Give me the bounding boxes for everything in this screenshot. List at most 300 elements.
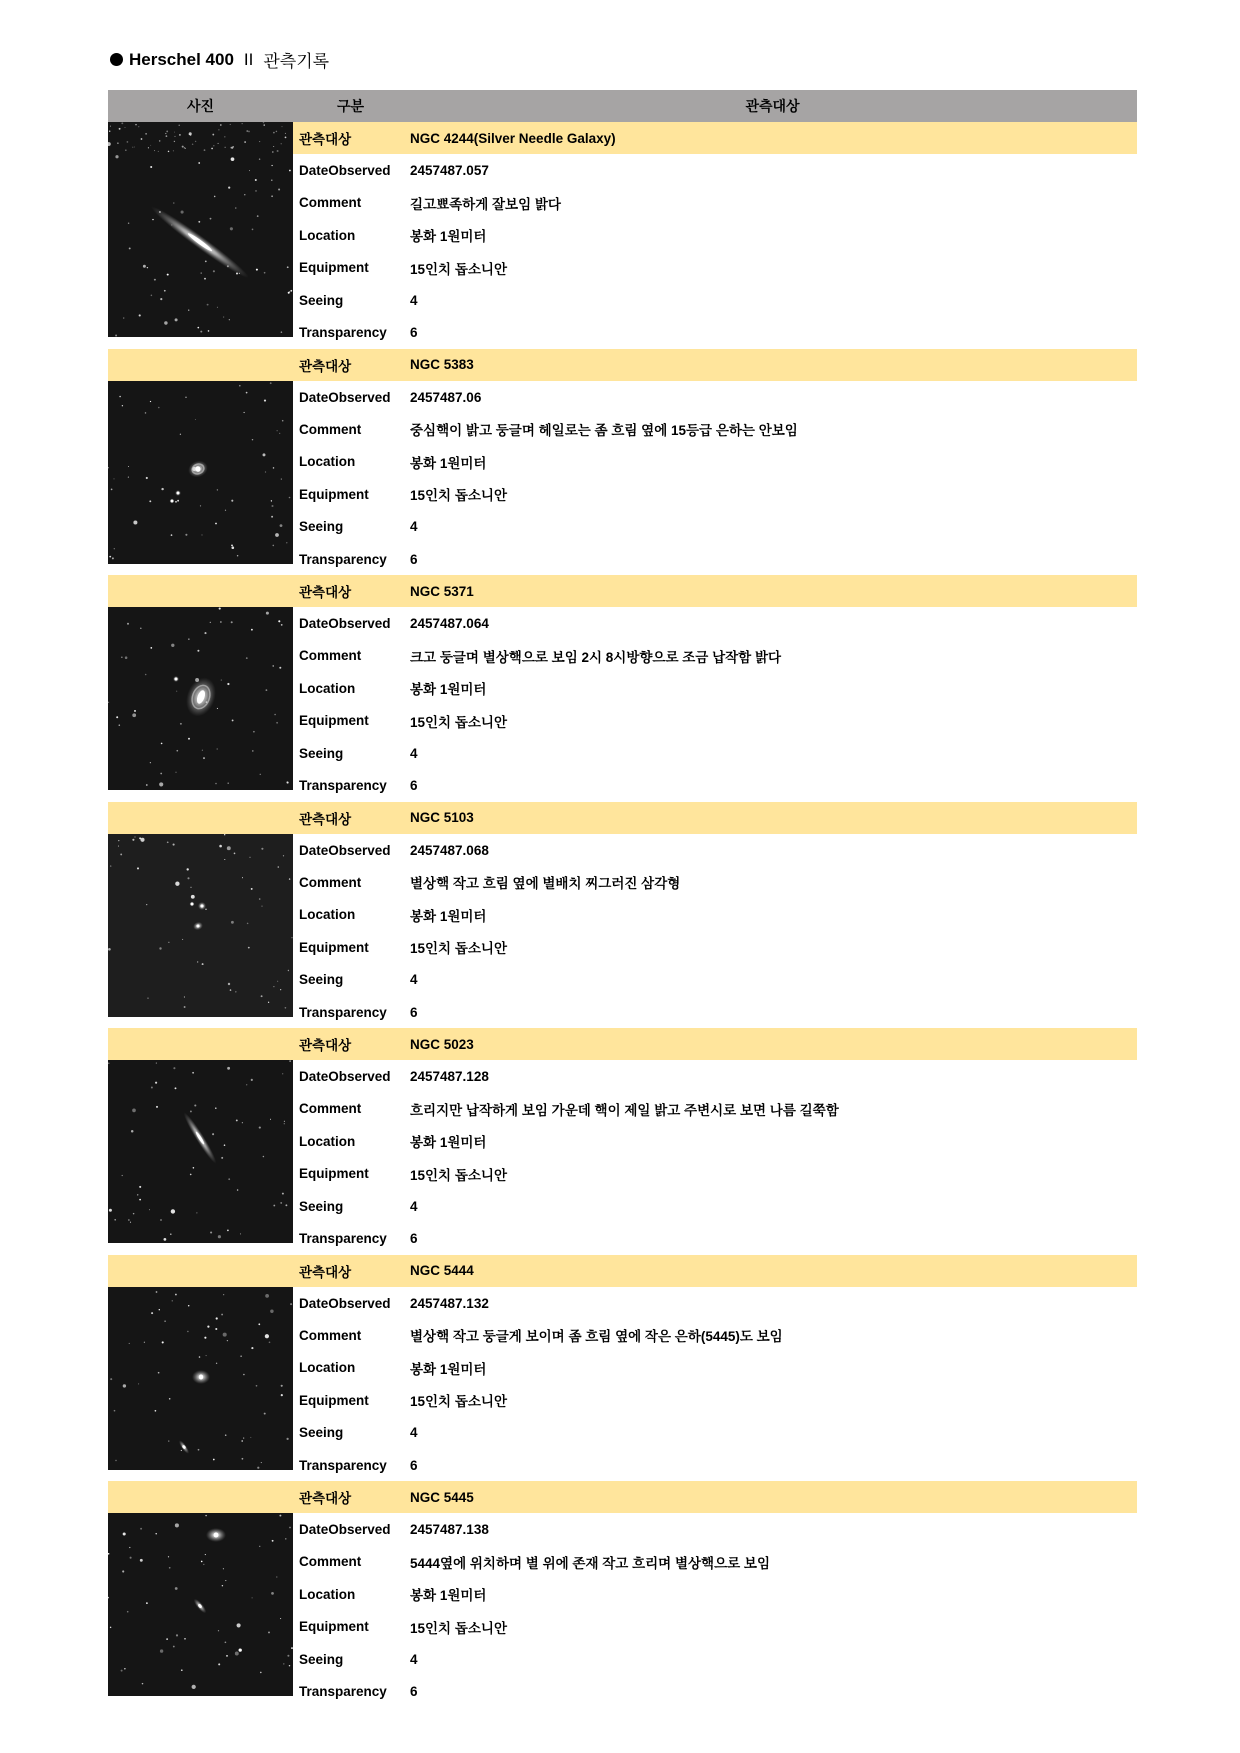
- field-value: 6: [410, 778, 418, 794]
- star-icon: [156, 1106, 158, 1108]
- star-icon: [225, 1434, 227, 1436]
- field-label: Comment: [299, 874, 362, 890]
- star-icon: [278, 866, 280, 868]
- field-label: DateObserved: [299, 1522, 391, 1538]
- star-icon: [213, 270, 215, 272]
- star-icon: [286, 1438, 288, 1440]
- star-icon: [184, 996, 185, 997]
- star-icon: [236, 1120, 238, 1122]
- star-icon: [289, 1665, 290, 1666]
- field-label: Location: [299, 454, 356, 470]
- field-label: Seeing: [299, 519, 344, 535]
- target-row: [108, 1028, 1137, 1060]
- star-icon: [164, 1238, 167, 1241]
- star-icon: [191, 895, 195, 899]
- star-icon: [139, 1199, 141, 1201]
- star-icon: [116, 717, 118, 719]
- field-label: Transparency: [299, 325, 387, 341]
- star-icon: [237, 555, 238, 556]
- star-icon: [137, 1195, 138, 1196]
- observation-record: [108, 1028, 1137, 1255]
- star-icon: [146, 785, 148, 787]
- field-value: 4: [410, 1425, 418, 1441]
- field-value: 2457487.057: [410, 163, 489, 179]
- star-icon: [220, 622, 221, 623]
- star-icon: [227, 1230, 229, 1232]
- star-icon: [240, 1234, 241, 1235]
- field-value: 4: [410, 292, 418, 308]
- star-icon: [218, 1664, 220, 1666]
- star-icon: [235, 991, 237, 993]
- star-icon: [146, 477, 148, 479]
- title-main: Herschel 400: [129, 49, 234, 69]
- star-icon: [197, 327, 199, 329]
- field-value: 봉화 1원미터: [410, 908, 487, 924]
- target-label: 관측대상: [299, 358, 352, 374]
- galaxy-icon: [190, 901, 195, 906]
- star-icon: [215, 783, 217, 785]
- star-icon: [154, 150, 155, 151]
- field-value: 6: [410, 1457, 418, 1473]
- star-icon: [124, 1669, 125, 1670]
- star-icon: [255, 179, 257, 181]
- star-icon: [160, 1650, 163, 1653]
- star-icon: [129, 247, 131, 249]
- star-icon: [290, 290, 292, 292]
- star-icon: [132, 1109, 136, 1113]
- star-icon: [259, 158, 260, 159]
- star-icon: [199, 1356, 201, 1358]
- star-icon: [224, 1145, 226, 1147]
- star-icon: [287, 266, 289, 268]
- star-icon: [249, 857, 250, 858]
- star-icon: [271, 500, 272, 501]
- star-icon: [231, 546, 234, 549]
- star-icon: [195, 419, 196, 420]
- star-icon: [150, 647, 152, 649]
- star-icon: [120, 853, 122, 855]
- star-icon: [265, 1294, 269, 1298]
- star-icon: [204, 1337, 206, 1339]
- star-icon: [164, 290, 166, 292]
- star-icon: [261, 995, 263, 997]
- field-value: 6: [410, 1004, 418, 1020]
- star-icon: [230, 227, 233, 230]
- star-icon: [164, 321, 167, 324]
- star-icon: [270, 382, 272, 384]
- star-icon: [217, 489, 218, 490]
- star-icon: [123, 318, 124, 319]
- star-icon: [155, 1533, 156, 1534]
- star-icon: [210, 218, 212, 220]
- target-row: [108, 1255, 1137, 1287]
- star-icon: [239, 385, 241, 387]
- star-icon: [219, 845, 222, 848]
- star-icon: [112, 557, 114, 559]
- star-icon: [264, 272, 266, 274]
- star-icon: [240, 1355, 241, 1356]
- star-icon: [242, 877, 243, 878]
- star-icon: [187, 1331, 188, 1332]
- bullet-icon: [110, 53, 123, 66]
- star-icon: [125, 657, 128, 660]
- star-icon: [237, 1624, 241, 1628]
- target-label: 관측대상: [299, 585, 352, 601]
- star-icon: [140, 1559, 143, 1562]
- field-label: Transparency: [299, 551, 387, 567]
- star-icon: [272, 544, 274, 546]
- field-value: 15인치 돕소니안: [410, 714, 508, 730]
- observation-record: [108, 575, 1137, 802]
- star-icon: [282, 1193, 284, 1195]
- star-icon: [111, 488, 113, 490]
- star-icon: [265, 1334, 269, 1338]
- field-label: Seeing: [299, 1198, 344, 1214]
- star-icon: [252, 439, 253, 440]
- star-icon: [131, 1130, 134, 1133]
- star-icon: [270, 1309, 273, 1312]
- target-row: [108, 802, 1137, 834]
- field-label: Equipment: [299, 1392, 369, 1408]
- field-value: 별상핵 작고 둥글게 보이며 좀 흐림 옆에 작은 은하(5445)도 보임: [410, 1329, 783, 1345]
- star-icon: [237, 1190, 239, 1192]
- table-header: [108, 90, 1137, 122]
- star-icon: [272, 666, 273, 667]
- star-icon: [260, 774, 261, 775]
- star-icon: [250, 1437, 251, 1438]
- star-icon: [121, 1670, 123, 1672]
- star-icon: [252, 229, 254, 231]
- star-icon: [232, 720, 234, 722]
- star-icon: [137, 867, 139, 869]
- star-icon: [128, 476, 129, 477]
- galaxy-photo: [108, 607, 293, 790]
- galaxy-icon: [170, 498, 175, 503]
- star-icon: [138, 1383, 139, 1384]
- star-icon: [160, 773, 162, 775]
- field-value: 4: [410, 972, 418, 988]
- star-icon: [202, 750, 203, 751]
- star-icon: [281, 1385, 283, 1387]
- star-icon: [188, 738, 190, 740]
- star-icon: [260, 1672, 262, 1674]
- star-icon: [291, 937, 292, 938]
- star-icon: [224, 834, 225, 835]
- star-icon: [288, 970, 289, 971]
- star-icon: [197, 961, 198, 962]
- star-icon: [149, 500, 151, 502]
- star-icon: [144, 1341, 145, 1342]
- star-icon: [266, 612, 269, 615]
- star-icon: [155, 1410, 157, 1412]
- field-value: 중심핵이 밝고 둥글며 헤일로는 좀 흐림 옆에 15등급 은하는 안보임: [410, 423, 798, 439]
- star-icon: [244, 412, 245, 413]
- field-label: Location: [299, 227, 356, 243]
- star-icon: [159, 947, 161, 949]
- star-icon: [279, 1515, 281, 1517]
- field-value: 봉화 1원미터: [410, 1588, 487, 1604]
- star-icon: [235, 207, 236, 208]
- star-icon: [181, 1450, 182, 1451]
- star-icon: [276, 722, 278, 724]
- star-icon: [271, 516, 273, 518]
- target-name: NGC 5023: [410, 1036, 474, 1052]
- star-icon: [223, 317, 224, 318]
- star-icon: [286, 542, 287, 543]
- star-icon: [143, 265, 146, 268]
- header-target: 관측대상: [745, 98, 800, 114]
- star-icon: [192, 1072, 194, 1074]
- star-icon: [108, 948, 111, 951]
- star-icon: [128, 466, 129, 467]
- star-icon: [115, 335, 117, 337]
- star-icon: [283, 1664, 284, 1665]
- star-icon: [242, 1123, 243, 1124]
- header-photo: 사진: [186, 98, 215, 114]
- star-icon: [164, 1320, 166, 1322]
- field-value: 2457487.068: [410, 842, 489, 858]
- field-value: 15인치 돕소니안: [410, 941, 508, 957]
- star-icon: [225, 1642, 227, 1644]
- star-icon: [139, 1186, 141, 1188]
- star-icon: [173, 1068, 175, 1070]
- target-name: NGC 4244(Silver Needle Galaxy): [410, 130, 616, 146]
- star-icon: [271, 195, 273, 197]
- star-icon: [216, 1363, 217, 1364]
- star-icon: [181, 211, 184, 214]
- star-icon: [289, 497, 291, 499]
- star-icon: [140, 838, 144, 842]
- star-icon: [201, 534, 202, 535]
- star-icon: [274, 714, 276, 716]
- star-icon: [177, 500, 179, 502]
- star-icon: [187, 877, 189, 879]
- star-icon: [208, 330, 210, 332]
- star-icon: [221, 1157, 223, 1159]
- field-value: 6: [410, 1684, 418, 1700]
- star-icon: [142, 1683, 144, 1685]
- star-icon: [134, 836, 135, 837]
- star-icon: [256, 269, 258, 271]
- star-icon: [198, 1449, 200, 1451]
- field-label: Comment: [299, 1554, 362, 1570]
- star-icon: [261, 905, 262, 906]
- star-icon: [122, 1175, 123, 1176]
- star-icon: [234, 852, 236, 854]
- star-icon: [119, 396, 121, 398]
- target-label: 관측대상: [299, 1491, 352, 1507]
- field-label: DateObserved: [299, 389, 391, 405]
- star-icon: [251, 629, 253, 631]
- star-icon: [261, 848, 263, 850]
- target-label: 관측대상: [299, 811, 352, 827]
- star-icon: [168, 1557, 169, 1558]
- star-icon: [190, 1111, 192, 1113]
- star-icon: [175, 1088, 177, 1090]
- field-label: Equipment: [299, 1619, 369, 1635]
- star-icon: [271, 505, 273, 507]
- star-icon: [158, 151, 159, 152]
- field-label: Comment: [299, 1327, 362, 1343]
- star-icon: [246, 658, 248, 660]
- star-icon: [278, 621, 280, 623]
- star-icon: [227, 846, 231, 850]
- star-icon: [281, 1394, 283, 1396]
- star-icon: [231, 544, 233, 546]
- field-label: Seeing: [299, 745, 344, 761]
- star-icon: [251, 1079, 253, 1081]
- star-icon: [162, 1341, 164, 1343]
- galaxy-photo: [108, 381, 293, 564]
- star-icon: [133, 520, 137, 524]
- star-icon: [251, 888, 253, 890]
- star-icon: [268, 1002, 269, 1003]
- field-label: Location: [299, 1360, 356, 1376]
- star-icon: [185, 534, 187, 536]
- star-icon: [154, 279, 156, 281]
- star-icon: [150, 401, 151, 402]
- star-icon: [217, 708, 218, 709]
- star-icon: [243, 1437, 244, 1438]
- star-icon: [114, 548, 115, 549]
- star-icon: [218, 1236, 221, 1239]
- star-icon: [159, 783, 163, 787]
- star-icon: [175, 1293, 177, 1295]
- star-icon: [188, 1305, 189, 1306]
- star-icon: [155, 1082, 157, 1084]
- star-icon: [214, 196, 216, 198]
- galaxy-icon: [192, 1370, 210, 1384]
- field-label: Equipment: [299, 939, 369, 955]
- star-icon: [192, 1685, 196, 1689]
- star-icon: [265, 471, 266, 472]
- field-value: 5444옆에 위치하며 별 위에 존재 작고 흐리며 별상핵으로 보임: [410, 1555, 770, 1571]
- field-label: Equipment: [299, 486, 369, 502]
- star-icon: [175, 318, 178, 321]
- target-row: [108, 1481, 1137, 1513]
- star-icon: [231, 622, 233, 624]
- star-icon: [203, 1564, 204, 1565]
- star-icon: [173, 843, 175, 845]
- star-icon: [228, 187, 230, 189]
- galaxy-icon: [175, 490, 181, 496]
- observation-record: [108, 122, 1137, 349]
- star-icon: [170, 1234, 171, 1235]
- star-icon: [212, 1134, 214, 1136]
- star-icon: [281, 331, 283, 333]
- star-icon: [200, 331, 202, 333]
- star-icon: [175, 772, 176, 773]
- field-label: Comment: [299, 648, 362, 664]
- galaxy-photo: [108, 1287, 293, 1470]
- star-icon: [151, 295, 153, 297]
- field-value: 2457487.138: [410, 1522, 489, 1538]
- star-icon: [287, 1655, 289, 1657]
- star-icon: [127, 623, 129, 625]
- star-icon: [201, 1561, 203, 1563]
- field-label: Comment: [299, 195, 362, 211]
- star-icon: [197, 650, 199, 652]
- star-icon: [226, 1655, 228, 1657]
- field-label: Equipment: [299, 1166, 369, 1182]
- star-icon: [171, 1210, 175, 1214]
- field-value: 6: [410, 325, 418, 341]
- star-icon: [145, 674, 147, 676]
- star-icon: [151, 1312, 153, 1314]
- star-icon: [121, 657, 122, 658]
- field-value: 15인치 돕소니안: [410, 1167, 508, 1183]
- field-label: DateObserved: [299, 163, 391, 179]
- star-icon: [149, 1210, 150, 1211]
- field-label: Equipment: [299, 260, 369, 276]
- star-icon: [229, 319, 230, 320]
- star-icon: [146, 1603, 148, 1605]
- star-icon: [215, 1108, 216, 1109]
- star-icon: [290, 1303, 292, 1305]
- star-icon: [204, 278, 206, 280]
- field-label: Transparency: [299, 1231, 387, 1247]
- star-icon: [259, 1127, 261, 1129]
- galaxy-icon: [173, 676, 179, 682]
- field-label: Seeing: [299, 1425, 344, 1441]
- star-icon: [277, 430, 278, 431]
- galaxy-icon: [198, 902, 206, 910]
- star-icon: [228, 983, 230, 985]
- star-icon: [227, 1340, 228, 1341]
- star-icon: [249, 170, 250, 171]
- star-icon: [176, 750, 178, 752]
- star-icon: [205, 908, 207, 910]
- star-icon: [190, 887, 191, 888]
- star-icon: [255, 190, 257, 192]
- star-icon: [122, 405, 123, 406]
- star-icon: [115, 155, 118, 158]
- star-icon: [147, 267, 148, 268]
- star-icon: [280, 989, 281, 990]
- star-icon: [130, 1557, 132, 1559]
- target-name: NGC 5383: [410, 357, 474, 373]
- galaxy-icon: [206, 1528, 226, 1542]
- star-icon: [285, 1205, 287, 1207]
- star-icon: [268, 1632, 270, 1634]
- field-label: DateObserved: [299, 842, 391, 858]
- star-icon: [133, 1213, 135, 1215]
- star-icon: [169, 1567, 171, 1569]
- star-icon: [150, 166, 152, 168]
- star-icon: [227, 683, 229, 685]
- star-icon: [158, 407, 160, 409]
- star-icon: [231, 157, 235, 161]
- star-icon: [175, 501, 177, 503]
- star-icon: [201, 272, 202, 273]
- field-value: 봉화 1원미터: [410, 1135, 487, 1151]
- star-icon: [281, 478, 282, 479]
- field-value: 2457487.128: [410, 1069, 489, 1085]
- field-label: Location: [299, 1586, 356, 1602]
- star-icon: [289, 878, 290, 879]
- star-icon: [263, 453, 266, 456]
- star-icon: [251, 1347, 253, 1349]
- star-icon: [147, 997, 148, 998]
- star-icon: [257, 1467, 259, 1469]
- star-icon: [119, 725, 121, 727]
- star-icon: [118, 840, 119, 841]
- star-icon: [215, 1328, 217, 1330]
- star-icon: [140, 1528, 142, 1530]
- star-icon: [289, 170, 291, 172]
- star-icon: [241, 1440, 243, 1442]
- star-icon: [227, 783, 228, 784]
